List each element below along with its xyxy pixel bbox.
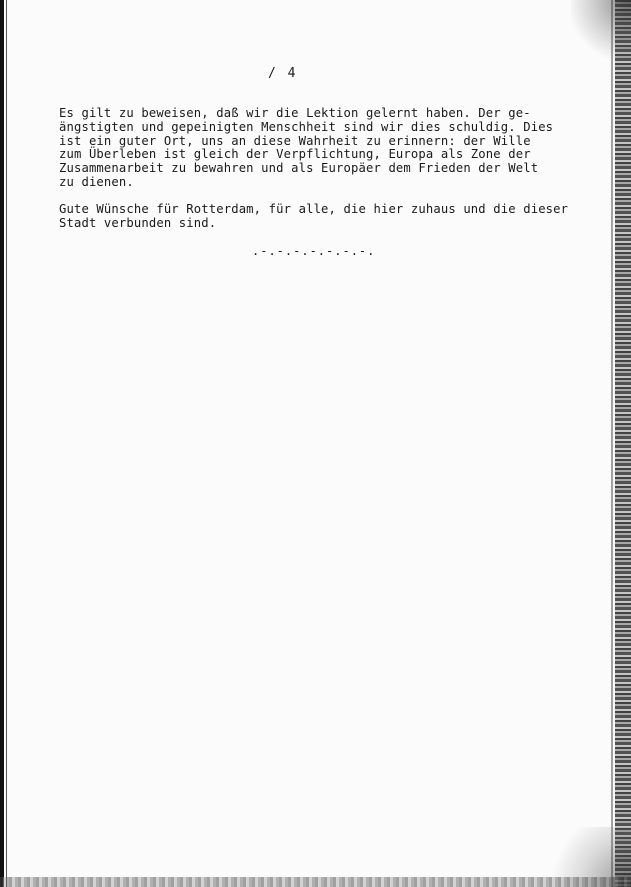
page-number: / 4 xyxy=(268,66,298,81)
scan-edge-bottom xyxy=(0,877,631,887)
scan-corner-top-right xyxy=(571,0,631,60)
paragraph-1: Es gilt zu beweisen, daß wir die Lektion gelernt haben. Der ge- ängstigten und gepeinigten Menschheit sind wir dies schuldig. Dies ist ein guter Ort, uns an diese Wahrheit zu erinnern: der Wille zum Überleben ist gleich der Verpflichtung, Europa als Zone der Zusammenarbeit zu bewahren und als Europäer dem Frieden der Welt zu dienen. xyxy=(59,106,554,189)
scan-edge-left-line xyxy=(6,0,7,887)
body-text xyxy=(59,107,589,243)
closing-separator: .-.-.-.-.-.-.-. xyxy=(252,244,376,258)
paragraph-2: Gute Wünsche für Rotterdam, für alle, die hier zuhaus und die dieser Stadt verbunden sind. xyxy=(59,201,569,230)
scan-edge-left xyxy=(0,0,4,887)
scan-corner-bottom-right xyxy=(551,827,631,887)
scan-edge-right xyxy=(615,0,631,887)
scan-edge-right-line xyxy=(611,0,613,887)
